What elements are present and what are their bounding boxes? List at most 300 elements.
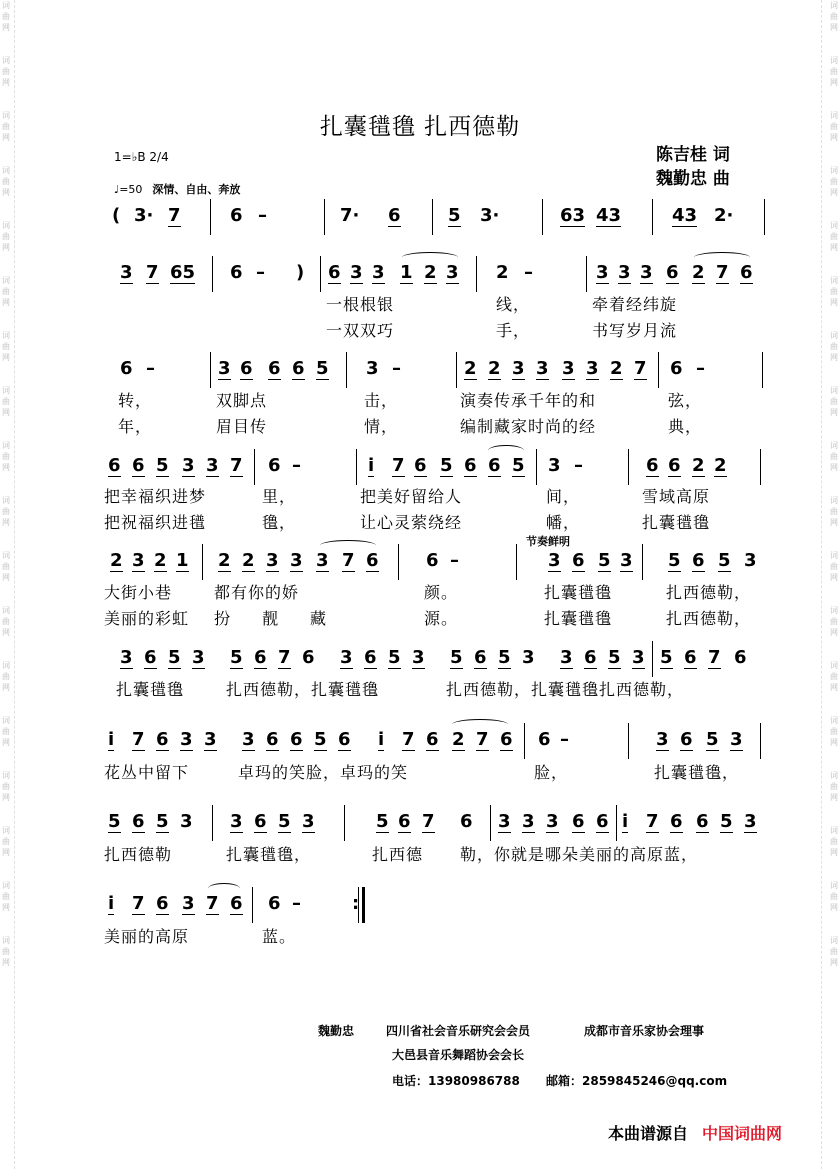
note: 3 xyxy=(340,647,353,668)
note: 6 xyxy=(696,811,709,832)
watermark-glyph: 词 xyxy=(2,276,10,285)
note: 7 xyxy=(422,811,435,832)
note: 3 xyxy=(192,647,205,668)
note: 43 xyxy=(672,205,698,226)
watermark-glyph: 词 xyxy=(2,716,10,725)
watermark-gap xyxy=(828,913,840,935)
watermark-glyph: 词 xyxy=(830,56,838,65)
note: 2 xyxy=(452,729,465,750)
note: 3 xyxy=(266,550,279,571)
note: 3 xyxy=(302,811,315,832)
watermark-gap xyxy=(828,803,840,825)
note: 3 xyxy=(656,729,669,750)
note: 6 xyxy=(734,647,747,668)
note: 6 xyxy=(584,647,597,668)
watermark-glyph: 曲 xyxy=(2,672,10,681)
watermark-glyph: 网 xyxy=(830,353,838,362)
watermark-glyph: 网 xyxy=(830,78,838,87)
note: ( xyxy=(112,205,121,226)
watermark-glyph: 曲 xyxy=(2,12,10,21)
composer-credit: 魏勤忠 曲 xyxy=(656,169,730,189)
watermark-glyph: 词 xyxy=(830,716,838,725)
notation-system-4 xyxy=(108,455,768,481)
note: 7 xyxy=(646,811,659,832)
lyric: 击， xyxy=(364,391,399,410)
note: 3 xyxy=(562,358,575,379)
watermark-gap xyxy=(0,198,12,220)
notation-system-3 xyxy=(120,358,770,384)
watermark-glyph: 词 xyxy=(2,881,10,890)
note: 6 xyxy=(596,811,609,832)
note: 6 xyxy=(692,550,705,571)
watermark-glyph: 网 xyxy=(830,408,838,417)
expression-text: 深情、自由、奔放 xyxy=(152,183,241,196)
note: 6 xyxy=(646,455,659,476)
note: : xyxy=(352,893,360,914)
watermark-gap xyxy=(0,528,12,550)
lyric: 扎西德勒，扎囊氆氇扎西德勒， xyxy=(446,680,685,699)
watermark-glyph: 词 xyxy=(2,551,10,560)
watermark-glyph: 词 xyxy=(2,936,10,945)
note: 3 xyxy=(586,358,599,379)
note: i xyxy=(368,455,375,476)
note: 3 xyxy=(350,262,363,283)
note: 5 xyxy=(448,205,461,226)
watermark-gap xyxy=(0,858,12,880)
lyric: 扎囊氆氇 xyxy=(544,583,613,602)
lyric: 美丽的彩虹 xyxy=(104,609,190,628)
lyric: 里， xyxy=(262,487,297,506)
note: 6 xyxy=(464,455,477,476)
note: 3 xyxy=(204,729,217,750)
watermark-gap xyxy=(828,198,840,220)
lyric: 书写岁月流 xyxy=(592,321,678,340)
watermark-gap xyxy=(0,913,12,935)
watermark-glyph: 网 xyxy=(2,243,10,252)
tempo-value: ♩=50 xyxy=(114,183,143,196)
note: 5 xyxy=(660,647,673,668)
note: 5 xyxy=(316,358,329,379)
lyric: 眉目传 xyxy=(216,417,268,436)
notation-system-8 xyxy=(108,811,768,837)
lyric: 间， xyxy=(546,487,581,506)
watermark-glyph: 网 xyxy=(2,573,10,582)
note: 6 xyxy=(328,262,341,283)
watermark-gap xyxy=(0,748,12,770)
note: 3 xyxy=(290,550,303,571)
note: 6 xyxy=(268,455,281,476)
note: 5 xyxy=(668,550,681,571)
note: – xyxy=(256,262,265,283)
note: 3· xyxy=(480,205,500,226)
watermark-glyph: 曲 xyxy=(2,947,10,956)
note: 6 xyxy=(108,455,121,476)
lyric: 扎囊氆氇 xyxy=(544,609,613,628)
lyric: 扎囊氆氇， xyxy=(226,845,312,864)
lyric: 颜。 xyxy=(424,583,459,602)
lyric: 扎西德 xyxy=(372,845,424,864)
watermark-glyph: 词 xyxy=(2,661,10,670)
watermark-gap xyxy=(828,143,840,165)
watermark-glyph: 网 xyxy=(830,903,838,912)
lyric: 源。 xyxy=(424,609,459,628)
watermark-glyph: 曲 xyxy=(2,452,10,461)
note: 5 xyxy=(720,811,733,832)
note: 2 xyxy=(692,262,705,283)
note: 3 xyxy=(522,811,535,832)
note: 2 xyxy=(242,550,255,571)
note: 5 xyxy=(388,647,401,668)
watermark-glyph: 曲 xyxy=(2,507,10,516)
note: 3 xyxy=(548,550,561,571)
lyric: 卓玛的笑脸，卓玛的笑 xyxy=(238,763,409,782)
watermark-glyph: 词 xyxy=(830,331,838,340)
note: 5 xyxy=(598,550,611,571)
note: i xyxy=(108,729,115,750)
watermark-glyph: 网 xyxy=(830,188,838,197)
notation-system-6 xyxy=(120,647,770,673)
lyric: 把幸福织进梦 xyxy=(104,487,207,506)
watermark-glyph: 曲 xyxy=(2,892,10,901)
watermark-gap xyxy=(0,308,12,330)
watermark-gap xyxy=(828,693,840,715)
watermark-gap xyxy=(828,473,840,495)
key-signature: 1=♭B 2/4 xyxy=(114,150,169,164)
note: 6 xyxy=(426,550,439,571)
note: 5 xyxy=(168,647,181,668)
footer-role: 成都市音乐家协会理事 xyxy=(584,1024,705,1038)
watermark-glyph: 词 xyxy=(2,111,10,120)
watermark-glyph: 网 xyxy=(2,188,10,197)
note: 6 xyxy=(740,262,753,283)
note: 7 xyxy=(634,358,647,379)
note: 5 xyxy=(608,647,621,668)
watermark-glyph: 词 xyxy=(830,276,838,285)
tempo-marking xyxy=(114,181,240,197)
note: 43 xyxy=(596,205,622,226)
note: 7 xyxy=(476,729,489,750)
note: 3 xyxy=(640,262,653,283)
watermark-glyph: 词 xyxy=(830,936,838,945)
watermark-gap xyxy=(0,638,12,660)
note: 6 xyxy=(230,205,243,226)
lyric: 转， xyxy=(118,391,153,410)
watermark-glyph: 网 xyxy=(830,793,838,802)
note: 6 xyxy=(398,811,411,832)
lyric: 扎囊氆氇， xyxy=(654,763,740,782)
watermark-glyph: 曲 xyxy=(830,672,838,681)
watermark-glyph: 曲 xyxy=(830,287,838,296)
note: 5 xyxy=(706,729,719,750)
lyric: 扎西德勒，扎囊氆氇 xyxy=(226,680,380,699)
watermark-glyph: 网 xyxy=(2,133,10,142)
lyric: 藏 xyxy=(310,609,328,628)
note: 3 xyxy=(546,811,559,832)
note: 3 xyxy=(180,729,193,750)
note: 2 xyxy=(692,455,705,476)
note: 7 xyxy=(342,550,355,571)
watermark-gap xyxy=(828,363,840,385)
notation-system-1 xyxy=(112,205,772,231)
lyric: 双脚点 xyxy=(216,391,268,410)
note: 6 xyxy=(290,729,303,750)
note: 6 xyxy=(156,729,169,750)
note: 3 xyxy=(230,811,243,832)
watermark-gap xyxy=(828,88,840,110)
lyric: 勒，你就是哪朵美丽的高原蓝， xyxy=(460,845,699,864)
lyric: 线， xyxy=(496,295,531,314)
lyric: 美丽的高原 xyxy=(104,927,190,946)
note: 2 xyxy=(464,358,477,379)
note: 5 xyxy=(230,647,243,668)
note: 5 xyxy=(440,455,453,476)
footer-author: 魏勤忠 xyxy=(318,1024,355,1038)
watermark-glyph: 网 xyxy=(830,573,838,582)
note: 3 xyxy=(180,811,193,832)
watermark-gap xyxy=(828,968,840,990)
note: 6 xyxy=(240,358,253,379)
lyric: 靓 xyxy=(262,609,280,628)
lyric: 手， xyxy=(496,321,531,340)
watermark-gap xyxy=(828,253,840,275)
watermark-glyph: 曲 xyxy=(830,837,838,846)
note: – xyxy=(146,358,155,379)
note: 5 xyxy=(498,647,511,668)
note: 6 xyxy=(364,647,377,668)
watermark-glyph: 网 xyxy=(830,848,838,857)
watermark-glyph: 曲 xyxy=(2,837,10,846)
watermark-glyph: 网 xyxy=(2,683,10,692)
note: 6 xyxy=(500,729,513,750)
watermark-gap xyxy=(828,33,840,55)
watermark-glyph: 词 xyxy=(2,1,10,10)
watermark-glyph: 网 xyxy=(830,243,838,252)
watermark-glyph: 词 xyxy=(830,221,838,230)
watermark-glyph: 网 xyxy=(2,298,10,307)
watermark-glyph: 词 xyxy=(2,606,10,615)
note: 7 xyxy=(168,205,181,226)
lyric: 扮 xyxy=(214,609,232,628)
note: 3 xyxy=(316,550,329,571)
note: 7 xyxy=(402,729,415,750)
note: 3 xyxy=(730,729,743,750)
watermark-glyph: 曲 xyxy=(2,122,10,131)
watermark-glyph: 网 xyxy=(830,683,838,692)
watermark-glyph: 词 xyxy=(830,1,838,10)
note: 6 xyxy=(460,811,473,832)
note: 3 xyxy=(182,893,195,914)
watermark-glyph: 网 xyxy=(2,848,10,857)
note: 6 xyxy=(388,205,401,226)
note: ) xyxy=(296,262,305,283)
note: 3 xyxy=(596,262,609,283)
source-label: 本曲谱源自 xyxy=(608,1124,689,1143)
note: 6 xyxy=(156,893,169,914)
source-credit xyxy=(608,1121,782,1144)
note: 2 xyxy=(488,358,501,379)
watermark-gap xyxy=(0,33,12,55)
note: – xyxy=(292,455,301,476)
note: 3 xyxy=(744,811,757,832)
note: 3 xyxy=(372,262,385,283)
watermark-glyph: 词 xyxy=(2,166,10,175)
watermark-gap xyxy=(0,968,12,990)
note: 1 xyxy=(400,262,413,283)
watermark-gap xyxy=(0,363,12,385)
note: 3 xyxy=(132,550,145,571)
watermark-glyph: 曲 xyxy=(2,67,10,76)
song-title: 扎囊氆氇 扎西德勒 xyxy=(319,114,521,140)
note: 6 xyxy=(132,811,145,832)
watermark-glyph: 曲 xyxy=(830,507,838,516)
note: 3 xyxy=(536,358,549,379)
watermark-gap xyxy=(828,748,840,770)
watermark-glyph: 词 xyxy=(2,386,10,395)
note: 6 xyxy=(292,358,305,379)
watermark-glyph: 网 xyxy=(830,958,838,967)
watermark-glyph: 曲 xyxy=(830,562,838,571)
lyric: 蓝。 xyxy=(262,927,297,946)
note: 6 xyxy=(670,811,683,832)
note: 2 xyxy=(496,262,509,283)
watermark-glyph: 词 xyxy=(830,551,838,560)
watermark-glyph: 词 xyxy=(830,496,838,505)
source-site-link[interactable]: 中国词曲网 xyxy=(702,1124,783,1143)
note: 6 xyxy=(538,729,551,750)
note: 6 xyxy=(414,455,427,476)
watermark-glyph: 网 xyxy=(2,793,10,802)
note: 3 xyxy=(412,647,425,668)
notation-system-7 xyxy=(108,729,768,755)
watermark-glyph: 词 xyxy=(2,331,10,340)
watermark-glyph: 曲 xyxy=(2,177,10,186)
note: 6 xyxy=(302,647,315,668)
note: 3 xyxy=(548,455,561,476)
note: 3 xyxy=(206,455,219,476)
note: 6 xyxy=(338,729,351,750)
note: 5 xyxy=(156,455,169,476)
note: 3· xyxy=(134,205,154,226)
notation-system-2 xyxy=(120,262,770,288)
watermark-glyph: 网 xyxy=(830,628,838,637)
watermark-gap xyxy=(0,253,12,275)
note: 6 xyxy=(684,647,697,668)
lyric: 花丛中留下 xyxy=(104,763,190,782)
note: 65 xyxy=(170,262,196,283)
note: – xyxy=(392,358,401,379)
note: 3 xyxy=(498,811,511,832)
note: 3 xyxy=(620,550,633,571)
note: 6 xyxy=(366,550,379,571)
watermark-glyph: 曲 xyxy=(830,232,838,241)
note: – xyxy=(450,550,459,571)
lyric: 一双双巧 xyxy=(326,321,395,340)
note: 5 xyxy=(314,729,327,750)
watermark-glyph: 曲 xyxy=(2,342,10,351)
watermark-glyph: 词 xyxy=(830,661,838,670)
watermark-gap xyxy=(828,418,840,440)
lyric: 情， xyxy=(364,417,399,436)
lyric: 雪域高原 xyxy=(642,487,711,506)
lyric: 把祝福织进氆 xyxy=(104,513,207,532)
watermark-gap xyxy=(0,418,12,440)
note: 6 xyxy=(230,262,243,283)
watermark-gap xyxy=(828,308,840,330)
watermark-glyph: 网 xyxy=(830,23,838,32)
footer-role: 大邑县音乐舞蹈协会会长 xyxy=(392,1048,525,1062)
watermark-gap xyxy=(0,143,12,165)
footer-phone: 电话：13980986788 xyxy=(392,1074,520,1088)
watermark-glyph: 网 xyxy=(2,628,10,637)
expression-mark: 节奏鲜明 xyxy=(526,535,570,548)
watermark-glyph: 词 xyxy=(2,826,10,835)
note: 3 xyxy=(522,647,535,668)
note: i xyxy=(622,811,629,832)
watermark-glyph: 曲 xyxy=(830,397,838,406)
note: – xyxy=(524,262,533,283)
note: 3 xyxy=(120,647,133,668)
watermark-glyph: 词 xyxy=(830,111,838,120)
watermark-gap xyxy=(0,803,12,825)
note: 2· xyxy=(714,205,734,226)
note: 6 xyxy=(254,811,267,832)
watermark-glyph: 曲 xyxy=(830,617,838,626)
watermark-glyph: 曲 xyxy=(830,947,838,956)
note: 2 xyxy=(610,358,623,379)
watermark-glyph: 曲 xyxy=(830,122,838,131)
watermark-glyph: 词 xyxy=(2,496,10,505)
lyric: 扎西德勒 xyxy=(104,845,173,864)
watermark-glyph: 曲 xyxy=(2,562,10,571)
footer-role: 四川省社会音乐研究会会员 xyxy=(386,1024,531,1038)
note: 6 xyxy=(268,893,281,914)
note: 5 xyxy=(156,811,169,832)
note: 3 xyxy=(512,358,525,379)
note: 5 xyxy=(718,550,731,571)
note: 5 xyxy=(278,811,291,832)
lyric: 扎囊氆氇 xyxy=(642,513,711,532)
watermark-glyph: 曲 xyxy=(830,12,838,21)
note: 7 xyxy=(206,893,219,914)
note: 7· xyxy=(340,205,360,226)
watermark-glyph: 曲 xyxy=(2,287,10,296)
note: 2 xyxy=(110,550,123,571)
watermark-glyph: 曲 xyxy=(830,782,838,791)
left-watermark-strip xyxy=(0,0,12,1169)
watermark-glyph: 曲 xyxy=(2,727,10,736)
note: 2 xyxy=(218,550,231,571)
watermark-gap xyxy=(828,528,840,550)
watermark-gap xyxy=(828,858,840,880)
watermark-gap xyxy=(0,583,12,605)
watermark-gap xyxy=(0,473,12,495)
watermark-glyph: 词 xyxy=(830,826,838,835)
watermark-glyph: 网 xyxy=(830,463,838,472)
watermark-glyph: 曲 xyxy=(2,617,10,626)
lyric: 扎西德勒， xyxy=(666,583,752,602)
watermark-glyph: 网 xyxy=(830,298,838,307)
note: 6 xyxy=(680,729,693,750)
note: 3 xyxy=(366,358,379,379)
lyric: 典， xyxy=(668,417,703,436)
watermark-glyph: 网 xyxy=(830,738,838,747)
watermark-glyph: 网 xyxy=(2,78,10,87)
note: 3 xyxy=(618,262,631,283)
lyric: 把美好留给人 xyxy=(360,487,463,506)
note: 6 xyxy=(666,262,679,283)
note: 3 xyxy=(242,729,255,750)
watermark-glyph: 曲 xyxy=(830,892,838,901)
